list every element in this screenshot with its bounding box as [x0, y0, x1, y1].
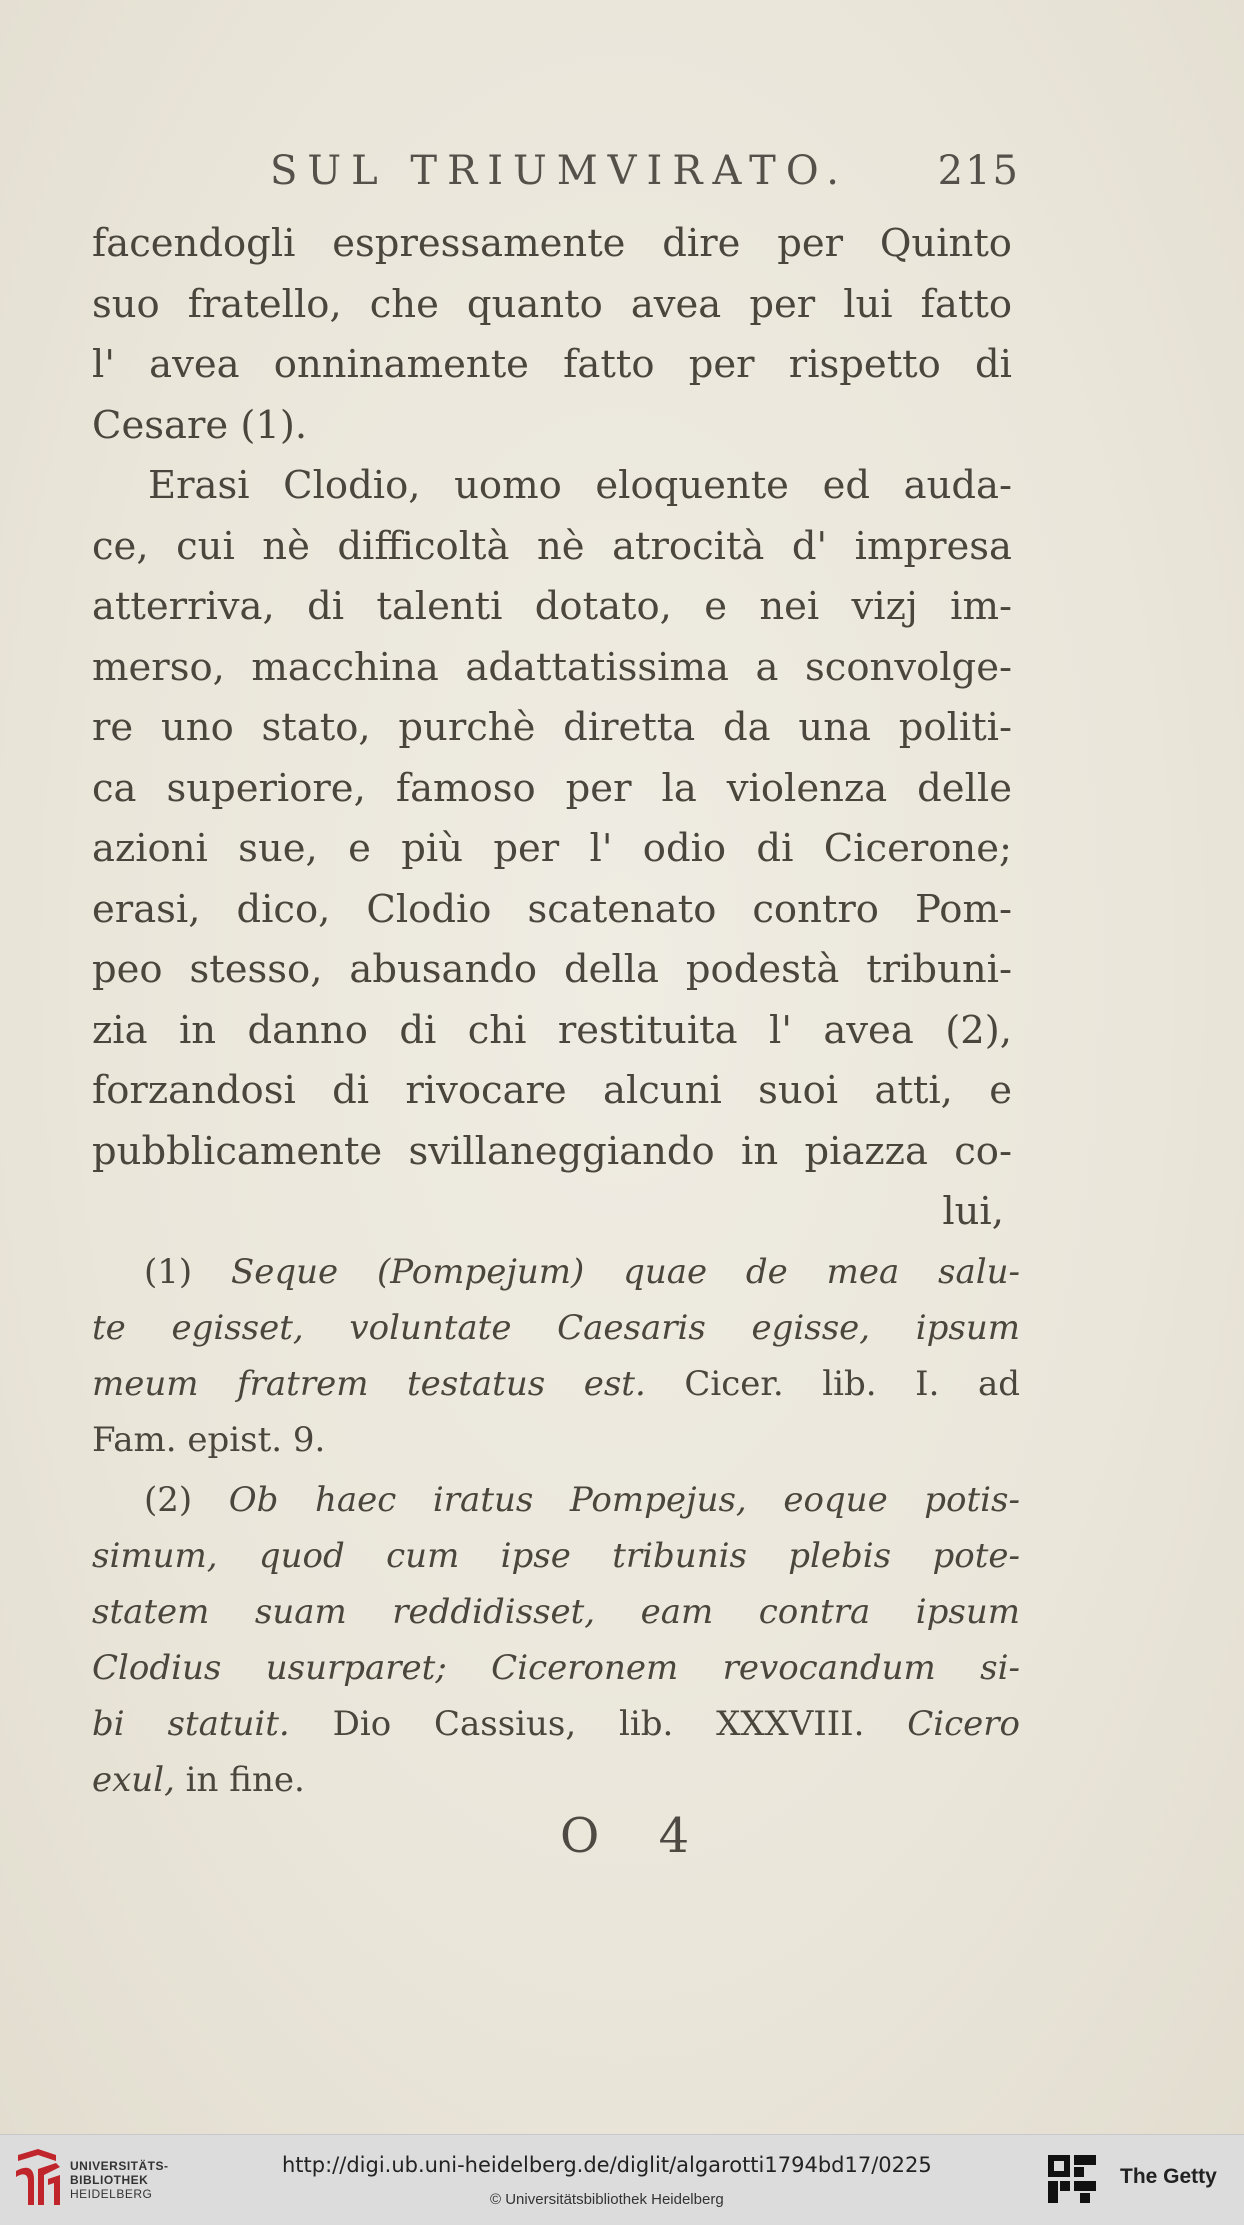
text-line: facendogli espressamente dire per Quinto: [92, 221, 1012, 266]
text-line: erasi, dico, Clodio scatenato contro Pom-: [92, 886, 1012, 932]
footnote-line: te egisset, voluntate Caesaris egisse, ipsum: [92, 1308, 1020, 1348]
footnote-line: Fam. epist. 9.: [92, 1420, 326, 1460]
text-line: ca superiore, famoso per la violenza delle: [92, 765, 1012, 811]
text-line: merso, macchina adattatissima a sconvolge-: [92, 644, 1012, 690]
footnote-line: (2) Ob haec iratus Pompejus, eoque potis-: [144, 1480, 1020, 1520]
text-line: Cesare (1).: [92, 402, 308, 448]
footnote-line: (1) Seque (Pompejum) quae de mea salu-: [144, 1252, 1021, 1292]
text-line: azioni sue, e più per l' odio di Cicerone;: [92, 826, 1012, 871]
signature-mark: O 4: [560, 1808, 712, 1864]
text-line: l' avea onninamente fatto per rispetto di: [92, 342, 1012, 387]
text-line: zia in danno di chi restituita l' avea (2),: [92, 1007, 1012, 1053]
text-line: pubblicamente svillaneggiando in piazza co-: [92, 1128, 1012, 1174]
footnote-line: exul, in fine.: [92, 1760, 305, 1800]
text-line: peo stesso, abusando della podestà tribuni-: [92, 947, 1012, 992]
footnote-line: simum, quod cum ipse tribunis plebis pote-: [92, 1536, 1020, 1576]
main-text: [92, 214, 1012, 1243]
university-library-name: UNIVERSITÄTS- BIBLIOTHEK HEIDELBERG: [70, 2159, 169, 2201]
catchword: lui,: [942, 1189, 1004, 1234]
footnote-2: [92, 1472, 1020, 1808]
university-library-logo-icon[interactable]: [12, 2145, 64, 2209]
running-title: SUL TRIUMVIRATO.: [270, 148, 850, 194]
page-number: 215: [937, 148, 1020, 194]
footnote-line: statem suam reddidisset, eam contra ipsum: [92, 1592, 1020, 1632]
running-header: [270, 148, 1020, 198]
getty-logo-icon[interactable]: [1046, 2153, 1100, 2207]
footnote-line: meum fratrem testatus est. Cicer. lib. I. ad: [92, 1364, 1020, 1404]
footnotes: [92, 1244, 1020, 1812]
footnote-line: bi statuit. Dio Cassius, lib. XXXVIII. Cicero: [92, 1704, 1020, 1744]
text-line: ce, cui nè difficoltà nè atrocità d' impresa: [92, 523, 1012, 569]
text-line: re uno stato, purchè diretta da una politi-: [92, 705, 1012, 750]
text-line: atterriva, di talenti dotato, e nei vizj im-: [92, 584, 1012, 629]
sponsor-name: The Getty: [1120, 2165, 1217, 2188]
footnote-1: [92, 1244, 1020, 1468]
text-line: suo fratello, che quanto avea per lui fatto: [92, 281, 1012, 327]
permalink-url[interactable]: http://digi.ub.uni-heidelberg.de/diglit/algarotti1794bd17/0225: [282, 2153, 932, 2177]
copyright-notice: © Universitätsbibliothek Heidelberg: [490, 2191, 724, 2208]
footnote-line: Clodius usurparet; Ciceronem revocandum si-: [92, 1648, 1020, 1688]
text-line: Erasi Clodio, uomo eloquente ed auda-: [148, 463, 1012, 508]
text-line: forzandosi di rivocare alcuni suoi atti, e: [92, 1068, 1012, 1113]
viewer-footer-bar: [0, 2134, 1244, 2225]
